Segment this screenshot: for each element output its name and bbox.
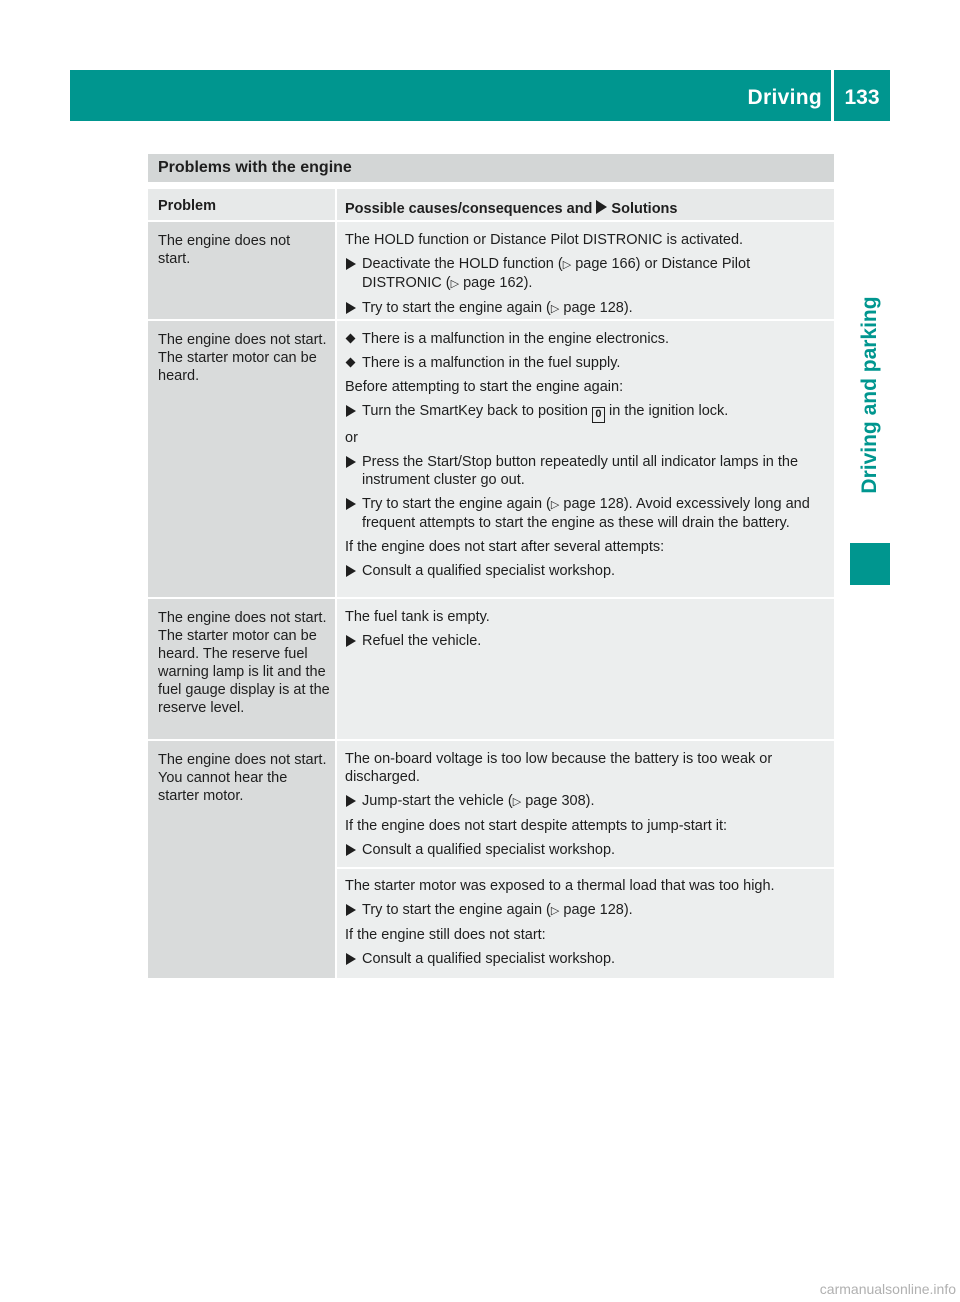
- table-row-problem: [148, 741, 335, 978]
- cause-text: The starter motor was exposed to a thermal load that was too high.: [345, 878, 775, 894]
- action-step: [345, 299, 824, 318]
- table-row-solution: [337, 869, 834, 978]
- page-ref-icon: ▷: [550, 499, 560, 511]
- table-row-problem: [148, 321, 335, 597]
- page-ref-icon: ▷: [550, 303, 560, 315]
- page-ref-icon: ▷: [512, 796, 522, 808]
- cause-text: The fuel tank is empty.: [345, 609, 490, 625]
- header-section-title: Driving: [747, 86, 822, 109]
- instruction-text: If the engine still does not start:: [345, 927, 546, 943]
- action-step: [345, 255, 824, 293]
- table-row-solution: [337, 321, 834, 597]
- page-ref-icon: ▷: [562, 259, 572, 271]
- instruction-text: If the engine does not start after several attempts:: [345, 539, 665, 555]
- instruction-text: Before attempting to start the engine again:: [345, 379, 624, 395]
- col-header-problem-text: Problem: [158, 198, 217, 214]
- step-text: page 308).: [525, 793, 595, 809]
- cause-text: The on-board voltage is too low because the battery is too weak or discharged.: [345, 751, 773, 785]
- table-row-problem: [148, 599, 335, 739]
- col-header-solutions: [337, 189, 834, 220]
- action-step: Refuel the vehicle.: [345, 632, 824, 650]
- action-step: Press the Start/Stop button repeatedly until all indicator lamps in the instrument cluster go out.: [345, 453, 824, 489]
- section-title-text: Problems with the engine: [158, 159, 352, 176]
- table-row-solution: [337, 741, 834, 867]
- step-text: page 128).: [563, 902, 633, 918]
- or-text: or: [345, 430, 358, 446]
- action-step: [345, 901, 824, 920]
- key-position-icon: 0: [592, 407, 605, 423]
- step-text: page 162).: [463, 275, 533, 291]
- step-text: Try to start the engine again (: [362, 902, 551, 918]
- side-tab: [850, 296, 890, 494]
- step-text: Try to start the engine again (: [362, 496, 551, 512]
- table-row-solution: [337, 222, 834, 319]
- cause-bullet: There is a malfunction in the fuel supply.: [345, 354, 824, 372]
- side-tab-marker: [850, 543, 890, 585]
- action-step: [345, 402, 824, 423]
- header-bar: [70, 70, 890, 121]
- action-step: Consult a qualified specialist workshop.: [345, 562, 824, 580]
- problem-text: The engine does not start. You cannot hear the starter motor.: [158, 752, 327, 804]
- table-row-problem: [148, 222, 335, 319]
- cause-text: The HOLD function or Distance Pilot DISTRONIC is activated.: [345, 232, 744, 248]
- step-text: Jump-start the vehicle (: [362, 793, 513, 809]
- step-text: page 128).: [563, 300, 633, 316]
- page-number: 133: [844, 86, 880, 109]
- action-step: Consult a qualified specialist workshop.: [345, 841, 824, 859]
- step-text: page 128). Avoid excessively long and frequent attempts to start the engine as these will drain the battery.: [362, 496, 810, 531]
- cause-bullet: There is a malfunction in the engine electronics.: [345, 330, 824, 348]
- watermark: carmanualsonline.info: [819, 1281, 956, 1297]
- instruction-text: If the engine does not start despite attempts to jump-start it:: [345, 818, 728, 834]
- step-text: in the ignition lock.: [609, 403, 729, 419]
- step-text: Try to start the engine again (: [362, 300, 551, 316]
- side-tab-label: Driving and parking: [858, 296, 881, 494]
- problem-text: The engine does not start. The starter motor can be heard.: [158, 332, 327, 384]
- section-title: [148, 154, 834, 182]
- page-ref-icon: ▷: [450, 278, 460, 290]
- problem-text: The engine does not start.: [158, 233, 291, 267]
- col-header-problem: [148, 189, 335, 220]
- action-arrow-icon: [596, 200, 607, 214]
- step-text: Deactivate the HOLD function (: [362, 256, 563, 272]
- action-step: [345, 495, 824, 532]
- problem-text: The engine does not start. The starter motor can be heard. The reserve fuel warning lamp is lit and the fuel gauge display is at the reserve level.: [158, 610, 330, 716]
- col-header-solutions-text: Solutions: [611, 201, 678, 217]
- step-text: page 166) or Distance Pilot DISTRONIC (: [362, 256, 751, 291]
- page-ref-icon: ▷: [550, 905, 560, 917]
- table-row-solution: [337, 599, 834, 739]
- col-header-causes-text: Possible causes/consequences and: [345, 201, 593, 217]
- action-step: [345, 792, 824, 811]
- action-step: Consult a qualified specialist workshop.: [345, 950, 824, 968]
- step-text: Turn the SmartKey back to position: [362, 403, 588, 419]
